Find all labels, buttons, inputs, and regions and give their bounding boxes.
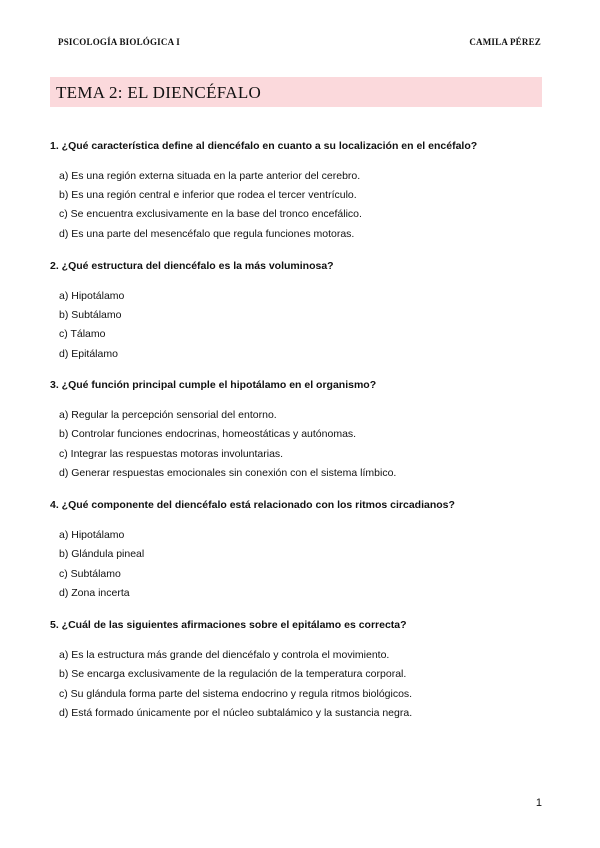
question-2: 2. ¿Qué estructura del diencéfalo es la más voluminosa? — [50, 260, 334, 272]
q3-option-d: d) Generar respuestas emocionales sin conexión con el sistema límbico. — [59, 467, 397, 479]
q1-option-d: d) Es una parte del mesencéfalo que regula funciones motoras. — [59, 228, 355, 240]
q5-option-c: c) Su glándula forma parte del sistema endocrino y regula ritmos biológicos. — [59, 688, 413, 700]
header-course: PSICOLOGÍA BIOLÓGICA I — [58, 37, 180, 47]
q5-option-a: a) Es la estructura más grande del diencéfalo y controla el movimiento. — [59, 649, 390, 661]
q3-option-a: a) Regular la percepción sensorial del entorno. — [59, 409, 277, 421]
q2-option-b: b) Subtálamo — [59, 309, 122, 321]
q1-option-c: c) Se encuentra exclusivamente en la base del tronco encefálico. — [59, 208, 362, 220]
question-4: 4. ¿Qué componente del diencéfalo está relacionado con los ritmos circadianos? — [50, 499, 455, 511]
q2-option-c: c) Tálamo — [59, 328, 106, 340]
q1-option-b: b) Es una región central e inferior que rodea el tercer ventrículo. — [59, 189, 357, 201]
q4-option-b: b) Glándula pineal — [59, 548, 145, 560]
q1-option-a: a) Es una región externa situada en la parte anterior del cerebro. — [59, 170, 361, 182]
page-title: TEMA 2: EL DIENCÉFALO — [56, 83, 262, 102]
q4-option-a: a) Hipotálamo — [59, 529, 125, 541]
q4-option-d: d) Zona incerta — [59, 587, 130, 599]
question-5: 5. ¿Cuál de las siguientes afirmaciones sobre el epitálamo es correcta? — [50, 619, 407, 631]
q2-option-a: a) Hipotálamo — [59, 290, 125, 302]
question-1: 1. ¿Qué característica define al diencéfalo en cuanto a su localización en el encéfalo? — [50, 140, 478, 152]
page-number: 1 — [535, 797, 542, 809]
q3-option-c: c) Integrar las respuestas motoras involuntarias. — [59, 448, 284, 460]
question-3: 3. ¿Qué función principal cumple el hipotálamo en el organismo? — [50, 379, 377, 391]
q5-option-d: d) Está formado únicamente por el núcleo subtalámico y la sustancia negra. — [59, 707, 413, 719]
q3-option-b: b) Controlar funciones endocrinas, homeostáticas y autónomas. — [59, 428, 357, 440]
q4-option-c: c) Subtálamo — [59, 568, 121, 580]
header-author: CAMILA PÉREZ — [469, 37, 541, 47]
q2-option-d: d) Epitálamo — [59, 348, 118, 360]
q5-option-b: b) Se encarga exclusivamente de la regulación de la temperatura corporal. — [59, 668, 407, 680]
